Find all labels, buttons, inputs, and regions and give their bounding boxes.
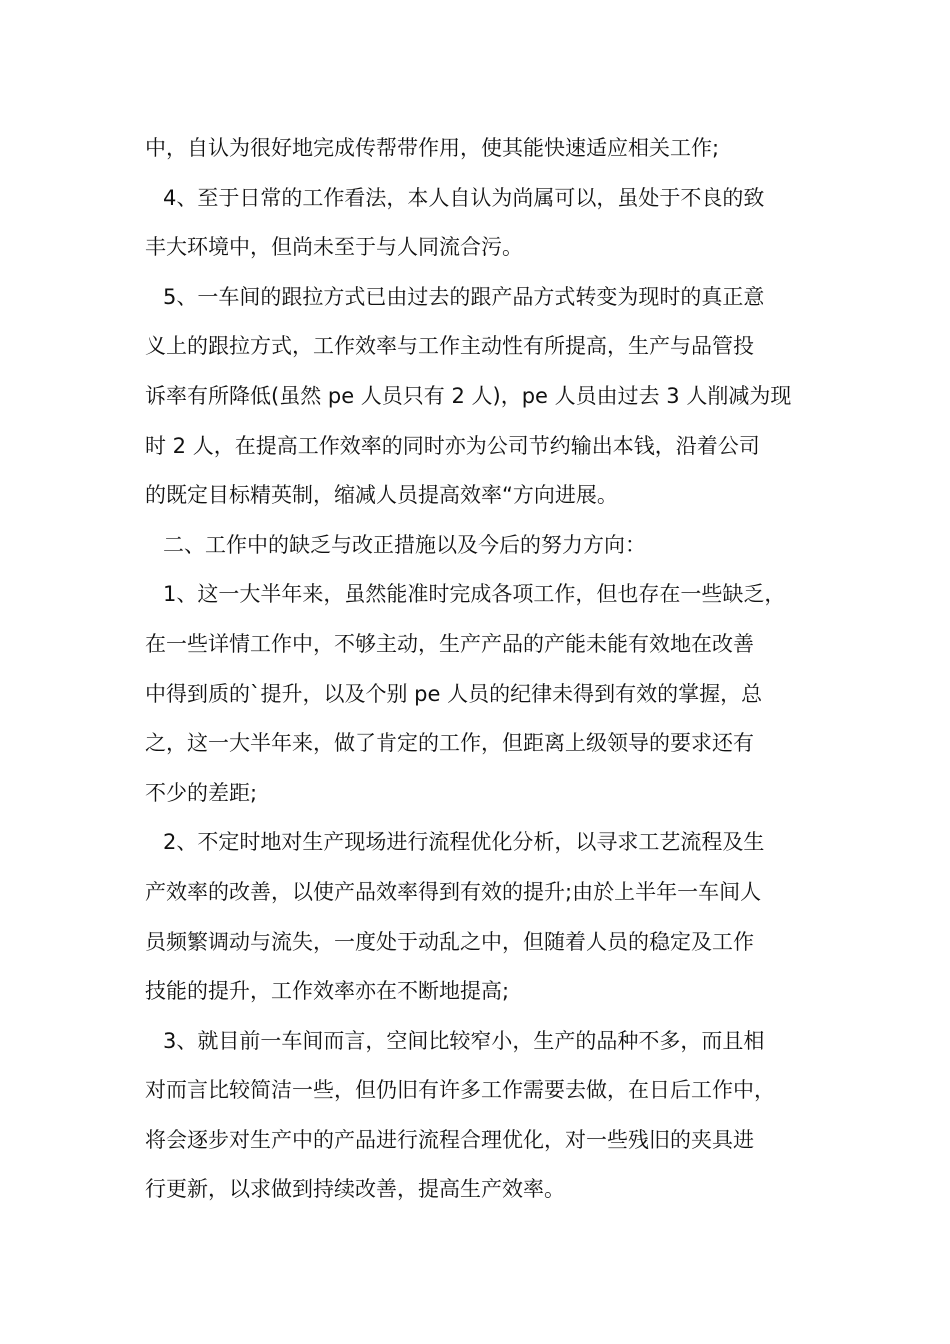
text-line: 中得到质的`提升，以及个别 pe 人员的纪律未得到有效的掌握，总 <box>145 681 763 706</box>
text-line: 二、工作中的缺乏与改正措施以及今后的努力方向： <box>163 532 646 557</box>
text-line: 4、至于日常的工作看法，本人自认为尚属可以，虽处于不良的致 <box>163 185 765 210</box>
text-line: 员频繁调动与流失，一度处于动乱之中，但随着人员的稳定及工作 <box>145 929 754 954</box>
text-line: 时 2 人，在提高工作效率的同时亦为公司节约输出本钱，沿着公司 <box>145 433 760 458</box>
text-line: 5、一车间的跟拉方式已由过去的跟产品方式转变为现时的真正意 <box>163 284 765 309</box>
text-line: 将会逐步对生产中的产品进行流程合理优化，对一些残旧的夹具进 <box>145 1127 754 1152</box>
text-line: 技能的提升，工作效率亦在不断地提高; <box>145 979 510 1004</box>
text-line: 的既定目标精英制，缩减人员提高效率“方向进展。 <box>145 483 618 508</box>
text-line: 之，这一大半年来，做了肯定的工作，但距离上级领导的要求还有 <box>145 731 754 756</box>
text-line: 丰大环境中，但尚未至于与人同流合污。 <box>145 235 523 260</box>
text-line: 不少的差距; <box>145 780 258 805</box>
text-line: 在一些详情工作中，不够主动，生产产品的产能未能有效地在改善 <box>145 631 754 656</box>
text-line: 3、就目前一车间而言，空间比较窄小，生产的品种不多，而且相 <box>163 1028 765 1053</box>
text-line: 产效率的改善，以使产品效率得到有效的提升;由於上半年一车间人 <box>145 879 762 904</box>
text-line: 中，自认为很好地完成传帮带作用，使其能快速适应相关工作; <box>145 136 720 160</box>
text-line: 2、不定时地对生产现场进行流程优化分析，以寻求工艺流程及生 <box>163 830 765 855</box>
text-line: 行更新，以求做到持续改善，提高生产效率。 <box>145 1177 565 1202</box>
document-body <box>145 124 810 1215</box>
text-line: 对而言比较简洁一些，但仍旧有许多工作需要去做，在日后工作中， <box>145 1078 775 1103</box>
text-line: 义上的跟拉方式，工作效率与工作主动性有所提高，生产与品管投 <box>145 334 754 359</box>
text-line: 诉率有所降低(虽然 pe 人员只有 2 人)，pe 人员由过去 3 人削减为现 <box>145 383 792 408</box>
text-line: 1、这一大半年来，虽然能准时完成各项工作，但也存在一些缺乏， <box>163 582 786 607</box>
